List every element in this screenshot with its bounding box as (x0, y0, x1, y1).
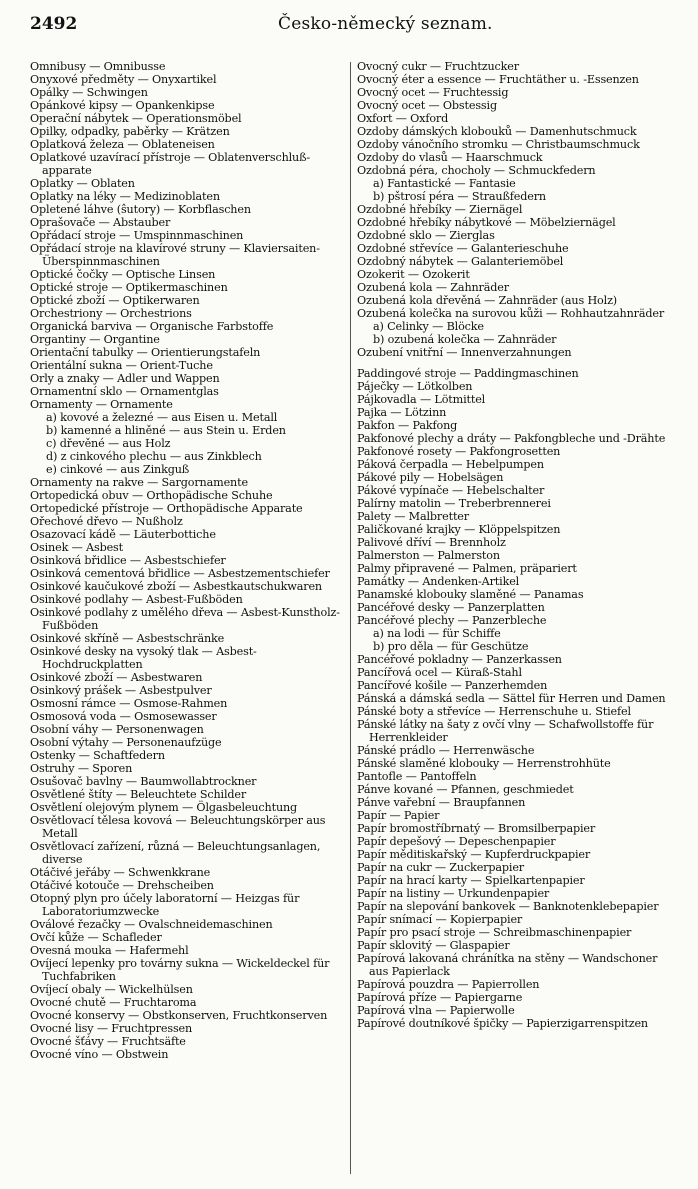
index-entry: Optické zboží — Optikerwaren (30, 294, 200, 307)
index-entry: Ornamenty — Ornamente (30, 398, 173, 411)
index-entry: Papír sklovitý — Glaspapier (357, 939, 510, 952)
index-entry: Opálky — Schwingen (30, 86, 148, 99)
index-entry: Ovocný éter a essence — Fruchtäther u. -Essenzen (357, 73, 639, 86)
index-entry: Osinková břidlice — Asbestschiefer (30, 554, 226, 567)
index-entry: Orly a znaky — Adler und Wappen (30, 372, 220, 385)
index-entry: Osvětlení olejovým plynem — Ölgasbeleuchtung (30, 801, 298, 814)
index-entry: Oxfort — Oxford (357, 112, 449, 125)
index-entry: Ovocný ocet — Obstessig (357, 99, 497, 112)
index-entry: Ozdobné střevíce — Galanterieschuhe (357, 242, 569, 255)
page-number: 2492 (30, 14, 78, 34)
index-entry: Onyxové předměty — Onyxartikel (30, 73, 217, 86)
index-entry: Omnibusy — Omnibusse (30, 60, 166, 73)
index-entry: Ostruhy — Sporen (30, 762, 133, 775)
index-entry: Oplatkové uzavírací přístroje — Oblatenverschluß-apparate (30, 151, 311, 177)
column-divider (350, 62, 351, 1174)
index-entry: Pánské látky na šaty z ovčí vlny — Schafwollstoffe für Herrenkleider (357, 718, 654, 744)
index-entry: Operační nábytek — Operationsmöbel (30, 112, 242, 125)
index-entry: Osinkové zboží — Asbestwaren (30, 671, 203, 684)
index-entry: Papír snímací — Kopierpapier (357, 913, 523, 926)
index-entry: Osinek — Asbest (30, 541, 123, 554)
index-entry: d) z cinkového plechu — aus Zinkblech (46, 450, 262, 463)
index-entry: Osinkové skříně — Asbestschränke (30, 632, 225, 645)
index-entry: b) ozubená kolečka — Zahnräder (373, 333, 557, 346)
index-entry: Ovocné lisy — Fruchtpressen (30, 1022, 193, 1035)
index-entry: Opilky, odpadky, paběrky — Krätzen (30, 125, 230, 138)
index-entry: Oválové řezačky — Ovalschneidemaschinen (30, 918, 273, 931)
index-entry: Papír na slepování bankovek — Banknotenklebepapier (357, 900, 659, 913)
index-entry: Osinková cementová břidlice — Asbestzementschiefer (30, 567, 330, 580)
index-entry: Papír na listiny — Urkundenpapier (357, 887, 550, 900)
index-entry: Pakfonové plechy a dráty — Pakfongbleche und -Drähte (357, 432, 666, 445)
index-entry: Papír na cukr — Zuckerpapier (357, 861, 524, 874)
index-entry: b) pro děla — für Geschütze (373, 640, 529, 653)
index-entry: Ortopedické přístroje — Orthopädische Apparate (30, 502, 303, 515)
index-entry: Pakfonové rosety — Pakfongrosetten (357, 445, 561, 458)
index-entry: a) Celinky — Blöcke (373, 320, 484, 333)
index-entry: Pánské prádlo — Herrenwäsche (357, 744, 535, 757)
index-entry: Opánkové kipsy — Opankenkipse (30, 99, 215, 112)
index-entry: Otáčivé kotouče — Drehscheiben (30, 879, 214, 892)
index-entry: Pákové vypínače — Hebelschalter (357, 484, 545, 497)
index-entry: Oplatky — Oblaten (30, 177, 135, 190)
index-entry: Pancéřové plechy — Panzerbleche (357, 614, 547, 627)
index-entry: Osobní výtahy — Personenaufzüge (30, 736, 222, 749)
index-entry: Páječky — Lötkolben (357, 380, 473, 393)
index-entry: Osobní váhy — Personenwagen (30, 723, 204, 736)
index-entry: Paddingové stroje — Paddingmaschinen (357, 367, 579, 380)
index-entry: Osinkové desky na vysoký tlak — Asbest-Hochdruckplatten (30, 645, 257, 671)
index-entry: Papírová lakovaná chránítka na stěny — Wandschoner aus Papierlack (357, 952, 658, 978)
index-entry: Otáčivé jeřáby — Schwenkkrane (30, 866, 211, 879)
index-entry: Ornamenty na rakve — Sargornamente (30, 476, 248, 489)
index-entry: Ovocné víno — Obstwein (30, 1048, 169, 1061)
index-entry: Papírové doutníkové špičky — Papierzigarrenspitzen (357, 1017, 648, 1030)
index-entry: Osmosová voda — Osmosewasser (30, 710, 217, 723)
index-entry: Palety — Malbretter (357, 510, 469, 523)
running-title: Česko-německý seznam. (278, 14, 493, 34)
index-entry: Pánve vařební — Braupfannen (357, 796, 526, 809)
index-entry: Osinkové podlahy z umělého dřeva — Asbest-Kunstholz-Fußböden (30, 606, 340, 632)
index-entry: Papír bromostříbrnatý — Bromsilberpapier (357, 822, 596, 835)
index-entry: Osinkové podlahy — Asbest-Fußböden (30, 593, 243, 606)
index-entry: Pájkovadla — Lötmittel (357, 393, 486, 406)
index-entry: Osinkové kaučukové zboží — Asbestkautschukwaren (30, 580, 322, 593)
index-entry: Ovíjecí obaly — Wickelhülsen (30, 983, 193, 996)
page-header (28, 14, 670, 36)
index-entry: Pánské boty a střevíce — Herrenschuhe u. Stiefel (357, 705, 631, 718)
index-entry: Papír měditiskařský — Kupferdruckpapier (357, 848, 591, 861)
index-entry: Paličkované krajky — Klöppelspitzen (357, 523, 561, 536)
index-entry: Ovocný ocet — Fruchtessig (357, 86, 509, 99)
index-entry: Papír — Papier (357, 809, 440, 822)
index-entry: Osvětlené štíty — Beleuchtete Schilder (30, 788, 247, 801)
index-entry: Osvětlovací tělesa kovová — Beleuchtungskörper aus Metall (30, 814, 326, 840)
index-entry: Ovocné konservy — Obstkonserven, Fruchtkonserven (30, 1009, 328, 1022)
index-entry: Ortopedická obuv — Orthopädische Schuhe (30, 489, 273, 502)
left-column (30, 60, 346, 1061)
index-entry: Ozdoby vánočního stromku — Christbaumschmuck (357, 138, 640, 151)
index-entry: Pánve kované — Pfannen, geschmiedet (357, 783, 574, 796)
index-entry: Pantofle — Pantoffeln (357, 770, 477, 783)
index-entry: Ozdobná péra, chocholy — Schmuckfedern (357, 164, 596, 177)
index-entry: Pancéřové desky — Panzerplatten (357, 601, 545, 614)
index-entry: b) pštrosí péra — Straußfedern (373, 190, 546, 203)
index-entry: Ovocné chutě — Fruchtaroma (30, 996, 197, 1009)
index-entry: Organická barviva — Organische Farbstoffe (30, 320, 274, 333)
index-entry: Pancířová ocel — Küraß-Stahl (357, 666, 522, 679)
index-entry: Papír pro psací stroje — Schreibmaschinenpapier (357, 926, 632, 939)
index-entry: Optické stroje — Optikermaschinen (30, 281, 228, 294)
index-entry: Ovesná mouka — Hafermehl (30, 944, 189, 957)
index-entry: Ozdoby dámských klobouků — Damenhutschmuck (357, 125, 637, 138)
index-entry: a) Fantastické — Fantasie (373, 177, 516, 190)
index-entry: Ovocné šťávy — Fruchtsäfte (30, 1035, 186, 1048)
index-entry: Pajka — Lötzinn (357, 406, 447, 419)
index-entry: a) kovové a železné — aus Eisen u. Metall (46, 411, 278, 424)
index-entry: Oprašovače — Abstauber (30, 216, 171, 229)
index-entry: Pánská a dámská sedla — Sättel für Herren und Damen (357, 692, 666, 705)
index-entry: Ozdobné hřebíky — Ziernägel (357, 203, 523, 216)
index-entry: Palírny matolin — Treberbrennerei (357, 497, 551, 510)
index-entry: Papírová vlna — Papierwolle (357, 1004, 515, 1017)
index-entry: Ovčí kůže — Schafleder (30, 931, 162, 944)
index-entry: Ozubená kola — Zahnräder (357, 281, 509, 294)
index-entry: Pakfon — Pakfong (357, 419, 458, 432)
index-entry: Opletené láhve (ŝutory) — Korbflaschen (30, 203, 251, 216)
index-entry: Palmerston — Palmerston (357, 549, 500, 562)
index-entry: Ozdoby do vlasů — Haarschmuck (357, 151, 543, 164)
index-entry: Oplatková železa — Oblateneisen (30, 138, 215, 151)
index-entry: Oplatky na léky — Medizinoblaten (30, 190, 220, 203)
index-entry: b) kamenné a hliněné — aus Stein u. Erden (46, 424, 286, 437)
index-entry: Orientální sukna — Orient-Tuche (30, 359, 213, 372)
index-entry: Památky — Andenken-Artikel (357, 575, 520, 588)
index-entry: Orchestriony — Orchestrions (30, 307, 192, 320)
index-entry: Ornamentní sklo — Ornamentglas (30, 385, 219, 398)
index-entry: Ostenky — Schaftfedern (30, 749, 165, 762)
index-entry: Pákové pily — Hobelsägen (357, 471, 504, 484)
right-column (357, 60, 673, 1030)
index-entry: Osvětlovací zařízení, různá — Beleuchtungsanlagen, diverse (30, 840, 321, 866)
index-entry: a) na lodi — für Schiffe (373, 627, 501, 640)
index-entry: Orientační tabulky — Orientierungstafeln (30, 346, 261, 359)
index-entry: Organtiny — Organtine (30, 333, 160, 346)
index-entry: Otopný plyn pro účely laboratorní — Heizgas für Laboratoriumzwecke (30, 892, 300, 918)
index-entry: Osušovač bavlny — Baumwollabtrockner (30, 775, 257, 788)
index-entry: Ozokerit — Ozokerit (357, 268, 470, 281)
index-entry: Ozubení vnitřní — Innenverzahnungen (357, 346, 572, 359)
index-columns (30, 60, 676, 1175)
index-entry: Papírová pouzdra — Papierrollen (357, 978, 540, 991)
index-entry: Papír na hrací karty — Spielkartenpapier (357, 874, 585, 887)
index-entry: Pánské slaměné klobouky — Herrenstrohhüte (357, 757, 611, 770)
index-entry: Opřádací stroje na klavírové struny — Klaviersaiten-Überspinnmaschinen (30, 242, 320, 268)
index-entry: Palivové dříví — Brennholz (357, 536, 506, 549)
index-entry: Osazovací kádě — Läuterbottiche (30, 528, 216, 541)
index-entry: Páková čerpadla — Hebelpumpen (357, 458, 544, 471)
index-entry: c) dřevěné — aus Holz (46, 437, 171, 450)
index-entry: Pancířové košile — Panzerhemden (357, 679, 548, 692)
index-entry: Optické čočky — Optische Linsen (30, 268, 216, 281)
index-entry: Ozdobný nábytek — Galanteriemöbel (357, 255, 564, 268)
index-entry: Opřádací stroje — Umspinnmaschinen (30, 229, 244, 242)
index-entry: Panamské klobouky slaměné — Panamas (357, 588, 584, 601)
index-entry: Osmosní rámce — Osmose-Rahmen (30, 697, 228, 710)
index-entry: e) cinkové — aus Zinkguß (46, 463, 190, 476)
index-entry: Ozdobné sklo — Zierglas (357, 229, 495, 242)
index-entry: Ozubená kola dřevěná — Zahnräder (aus Holz) (357, 294, 618, 307)
index-entry: Osinkový prášek — Asbestpulver (30, 684, 212, 697)
index-entry: Ovíjecí lepenky pro továrny sukna — Wickeldeckel für Tuchfabriken (30, 957, 330, 983)
index-entry: Palmy připravené — Palmen, präpariert (357, 562, 577, 575)
index-entry: Ořechové dřevo — Nußholz (30, 515, 183, 528)
index-entry: Ovocný cukr — Fruchtzucker (357, 60, 519, 73)
index-entry: Ozubená kolečka na surovou kůži — Rohhautzahnräder (357, 307, 665, 320)
index-entry: Ozdobné hřebíky nábytkové — Möbelziernägel (357, 216, 616, 229)
index-entry: Papírová příze — Papiergarne (357, 991, 523, 1004)
index-entry: Pancéřové pokladny — Panzerkassen (357, 653, 562, 666)
index-entry: Papír depešový — Depeschenpapier (357, 835, 556, 848)
